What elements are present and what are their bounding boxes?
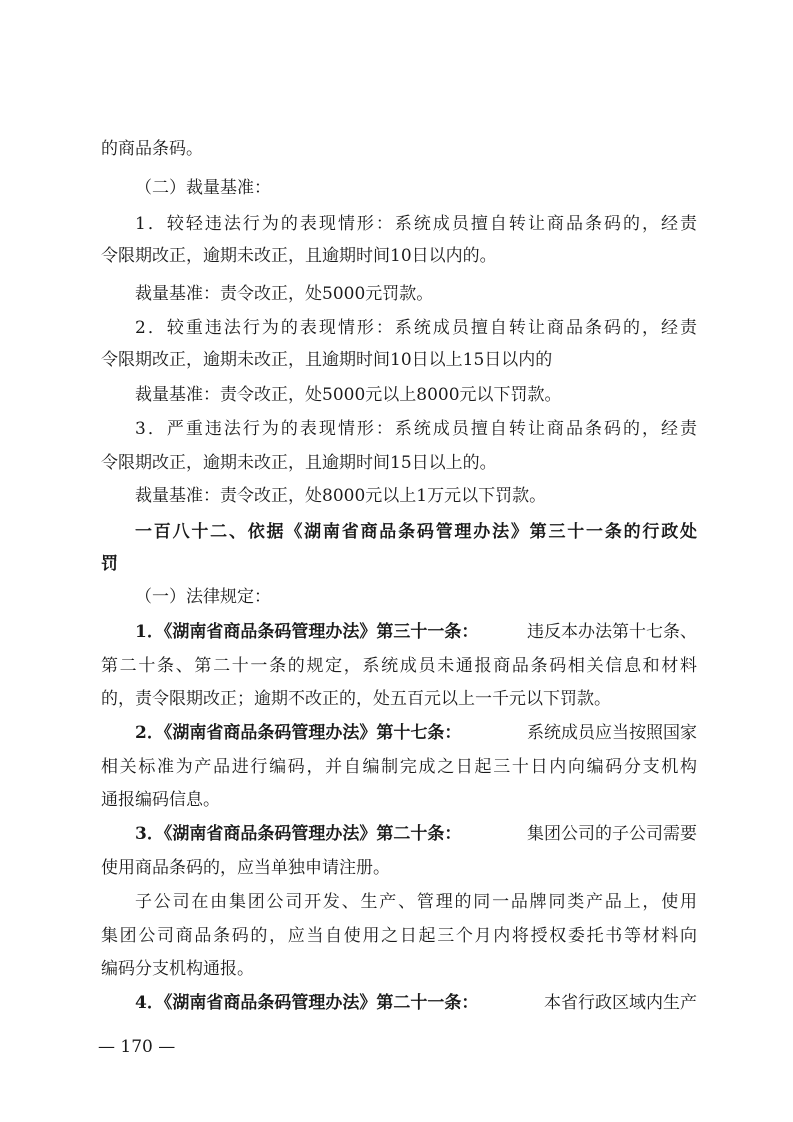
text-line: 2．较重违法行为的表现情形：系统成员擅自转让商品条码的，经责	[135, 318, 697, 338]
law-citation: 2．《湖南省商品条码管理办法》第十七条：	[135, 723, 462, 743]
text-line: 第二十条、第二十一条的规定，系统成员未通报商品条码相关信息和材料	[101, 656, 697, 676]
text-line	[135, 992, 697, 1014]
text-line: 使用商品条码的，应当单独申请注册。	[101, 858, 390, 878]
text-line: 3．严重违法行为的表现情形：系统成员擅自转让商品条码的，经责	[135, 419, 697, 439]
text-line: 集团公司商品条码的，应当自使用之日起三个月内将授权委托书等材料向	[101, 926, 697, 946]
text-line: 令限期改正，逾期未改正，且逾期时间10日以内的。	[101, 246, 497, 266]
law-text: 集团公司的子公司需要	[527, 824, 697, 844]
law-text: 系统成员应当按照国家	[527, 723, 697, 743]
text-line: 令限期改正，逾期未改正，且逾期时间15日以上的。	[101, 453, 497, 473]
text-line	[135, 722, 697, 744]
text-line: 裁量基准：责令改正，处5000元以上8000元以下罚款。	[135, 385, 562, 405]
article-heading: 一百八十二、依据《湖南省商品条码管理办法》第三十一条的行政处	[135, 522, 697, 542]
text-line: 1．较轻违法行为的表现情形：系统成员擅自转让商品条码的，经责	[135, 214, 697, 234]
section-heading: （二）裁量基准：	[135, 178, 271, 198]
text-line: 的商品条码。	[101, 139, 203, 159]
law-text: 本省行政区域内生产	[544, 993, 697, 1013]
text-line: 编码分支机构通报。	[101, 959, 254, 979]
law-citation: 1．《湖南省商品条码管理办法》第三十一条：	[135, 622, 479, 642]
article-heading-continued: 罚	[101, 554, 118, 574]
text-line: 裁量基准：责令改正，处5000元罚款。	[135, 284, 434, 304]
text-line: 令限期改正，逾期未改正，且逾期时间10日以上15日以内的	[101, 350, 553, 370]
text-line: 通报编码信息。	[101, 790, 220, 810]
text-line: 裁量基准：责令改正，处8000元以上1万元以下罚款。	[135, 486, 547, 506]
law-citation: 3．《湖南省商品条码管理办法》第二十条：	[135, 824, 462, 844]
text-line	[135, 823, 697, 845]
section-heading: （一）法律规定：	[135, 587, 271, 607]
law-text: 违反本办法第十七条、	[527, 622, 697, 642]
text-line: 子公司在由集团公司开发、生产、管理的同一品牌同类产品上，使用	[135, 892, 697, 912]
text-line: 相关标准为产品进行编码，并自编制完成之日起三十日内向编码分支机构	[101, 757, 697, 777]
page-number: — 170 —	[98, 1037, 176, 1057]
text-line	[135, 621, 697, 643]
text-line: 的，责令限期改正；逾期不改正的，处五百元以上一千元以下罚款。	[101, 689, 611, 709]
law-citation: 4．《湖南省商品条码管理办法》第二十一条：	[135, 993, 479, 1013]
